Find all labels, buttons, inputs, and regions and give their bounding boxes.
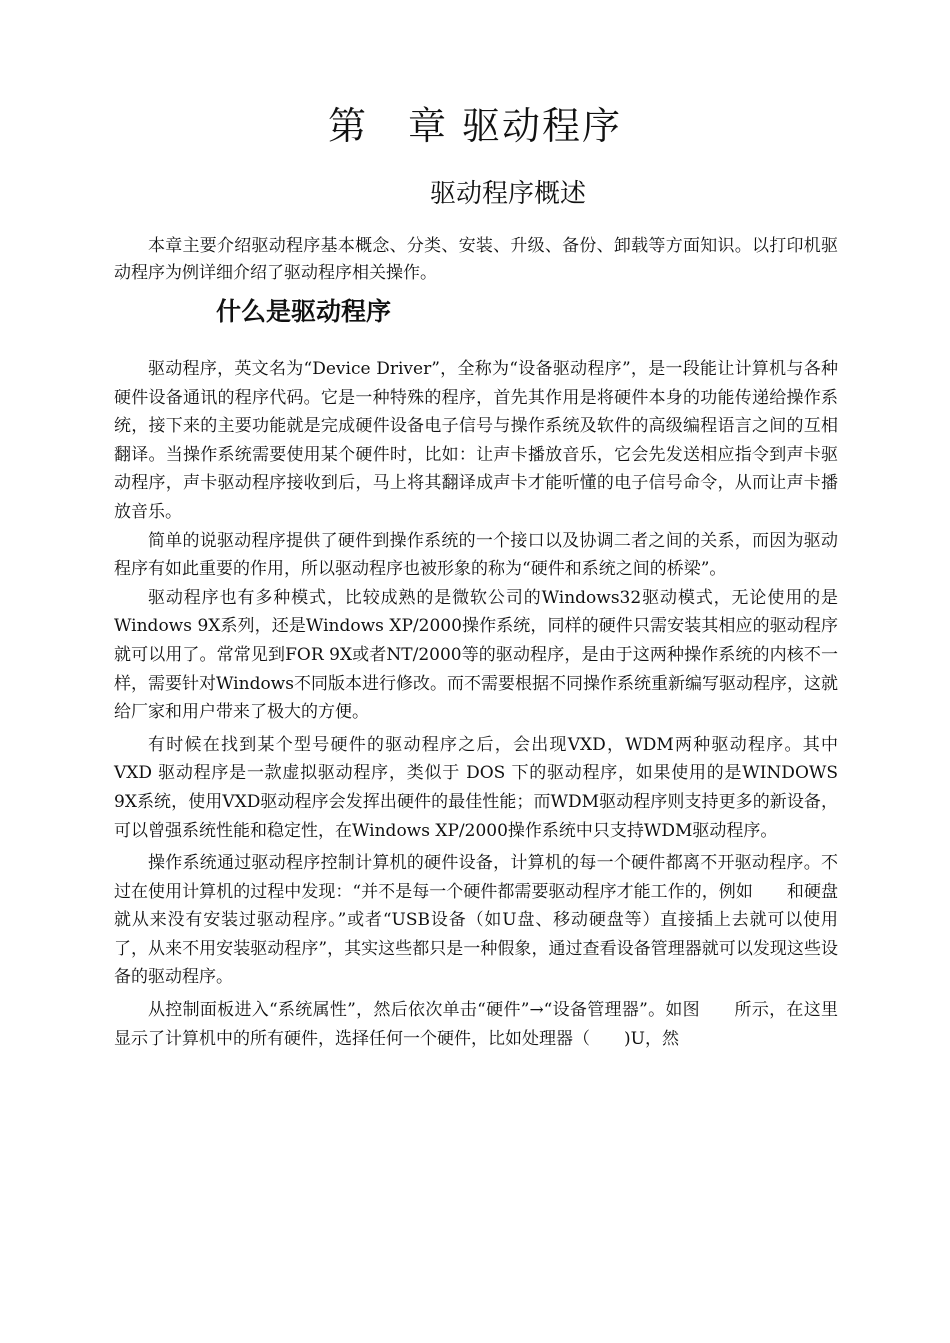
paragraph-vxd-wdm: 有时候在找到某个型号硬件的驱动程序之后，会出现VXD，WDM两种驱动程序。其中 VXD 驱动程序是一款虚拟驱动程序，类似于 DOS 下的驱动程序，如果使用的是WINDOWS 9X系统，使用VXD驱动程序会发挥出硬件的最佳性能；而WDM驱动程序则支持更多的新设备，可以曾强系统性能和稳定性，在Windows XP/2000操作系统中只支持WDM驱动程序。 xyxy=(114,734,838,841)
paragraph-interface-bridge: 简单的说驱动程序提供了硬件到操作系统的一个接口以及协调二者之间的关系，而因为驱动程序有如此重要的作用，所以驱动程序也被形象的称为“硬件和系统之间的桥梁”。 xyxy=(114,530,838,580)
section-title: 驱动程序概述 xyxy=(429,179,586,209)
chapter-title: 第 章 驱动程序 xyxy=(327,104,623,148)
paragraph-hardware-control: 操作系统通过驱动程序控制计算机的硬件设备，计算机的每一个硬件都离不开驱动程序。不过在使用计算机的过程中发现：“并不是每一个硬件都需要驱动程序才能工作的，例如 和硬盘就从来没有安装过驱动程序。”或者“USB设备（如U盘、移动硬盘等）直接插上去就可以使用了，从来不用安装驱动程序”，其实这些都只是一种假象，通过查看设备管理器就可以发现这些设备的驱动程序。 xyxy=(114,853,838,988)
paragraph-device-driver-definition: 驱动程序，英文名为“Device Driver”，全称为“设备驱动程序”，是一段能让计算机与各种硬件设备通讯的程序代码。它是一种特殊的程序，首先其作用是将硬件本身的功能传递给操作系统，接下来的主要功能就是完成硬件设备电子信号与操作系统及软件的高级编程语言之间的互相翻译。当操作系统需要使用某个硬件时，比如：让声卡播放音乐，它会先发送相应指令到声卡驱动程序，声卡驱动程序接收到后，马上将其翻译成声卡才能听懂的电子信号命令，从而让声卡播放音乐。 xyxy=(114,359,838,522)
body-text xyxy=(114,355,838,1053)
paragraph-device-manager: 从控制面板进入“系统属性”，然后依次单击“硬件”→“设备管理器”。如图 所示，在这里显示了计算机中的所有硬件，选择任何一个硬件，比如处理器（ )U，然 xyxy=(114,1000,838,1049)
paragraph-driver-modes: 驱动程序也有多种模式，比较成熟的是微软公司的Windows32驱动模式，无论使用的是Windows 9X系列，还是Windows XP/2000操作系统，同样的硬件只需安装其相应的驱动程序就可以用了。常常见到FOR 9X或者NT/2000等的驱动程序，是由于这两种操作系统的内核不一样，需要针对Windows不同版本进行修改。而不需要根据不同操作系统重新编写驱动程序，这就给厂家和用户带来了极大的方便。 xyxy=(114,587,838,723)
intro-paragraph: 本章主要介绍驱动程序基本概念、分类、安装、升级、备份、卸载等方面知识。以打印机驱动程序为例详细介绍了驱动程序相关操作。 xyxy=(114,236,838,283)
subsection-title: 什么是驱动程序 xyxy=(216,297,392,326)
